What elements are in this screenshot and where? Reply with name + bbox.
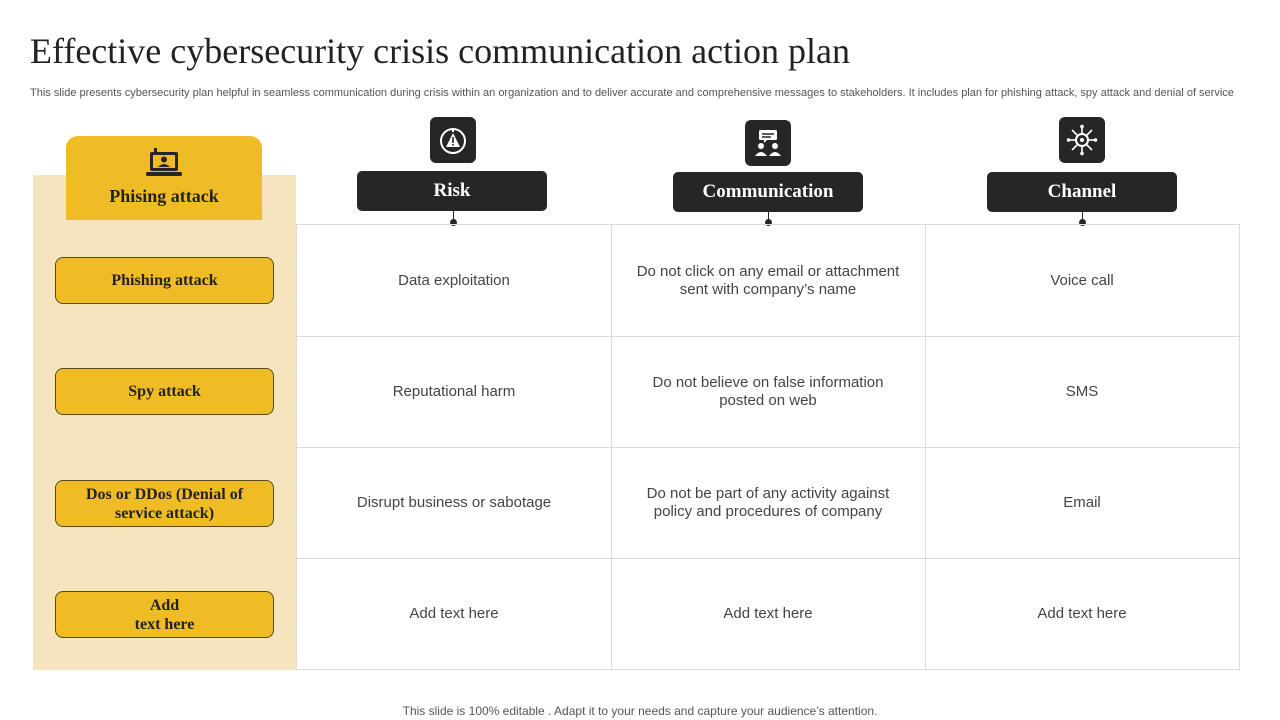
side-tab-label: Phising attack bbox=[109, 186, 219, 206]
table-cell-risk: Disrupt business or sabotage bbox=[356, 493, 552, 511]
table-cell-channel: Add text here bbox=[1037, 604, 1127, 622]
column-header-channel: Channel bbox=[987, 172, 1177, 212]
column-header-risk: Risk bbox=[357, 171, 547, 211]
table-cell-channel: SMS bbox=[1065, 382, 1099, 400]
row-label-add-text: Add text here bbox=[55, 591, 274, 638]
table-cell-communication: Add text here bbox=[723, 604, 813, 622]
row-label-phishing-attack: Phishing attack bbox=[55, 257, 274, 304]
column-header-communication: Communication bbox=[673, 172, 863, 212]
team-chat-icon bbox=[745, 120, 791, 166]
table-cell-channel: Email bbox=[1063, 493, 1101, 511]
table-cell-risk: Reputational harm bbox=[392, 382, 516, 400]
row-label-spy-attack: Spy attack bbox=[55, 368, 274, 415]
plan-table bbox=[296, 224, 1240, 670]
side-tab-header bbox=[66, 136, 262, 220]
table-cell-communication: Do not be part of any activity against policy and procedures of company bbox=[646, 484, 890, 520]
network-chip-icon bbox=[1059, 117, 1105, 163]
table-cell-channel: Voice call bbox=[1050, 271, 1114, 289]
slide-title: Effective cybersecurity crisis communication action plan bbox=[30, 31, 851, 71]
laptop-hacker-icon bbox=[146, 148, 182, 180]
table-cell-communication: Do not click on any email or attachment sent with company’s name bbox=[636, 262, 900, 298]
slide-subtitle: This slide presents cybersecurity plan helpful in seamless communication during crisis within an organization and to deliver accurate and comprehensive messages to stakeholders. It includes plan for phishing attack, spy attack and denial of service bbox=[30, 87, 1234, 99]
table-cell-risk: Add text here bbox=[409, 604, 499, 622]
slide-footer: This slide is 100% editable . Adapt it to your needs and capture your audience’s attention. bbox=[402, 704, 878, 718]
speedometer-alert-icon bbox=[430, 117, 476, 163]
table-cell-risk: Data exploitation bbox=[398, 271, 510, 289]
row-label-dos-ddos: Dos or DDos (Denial of service attack) bbox=[55, 480, 274, 527]
table-cell-communication: Do not believe on false information posted on web bbox=[652, 373, 884, 409]
